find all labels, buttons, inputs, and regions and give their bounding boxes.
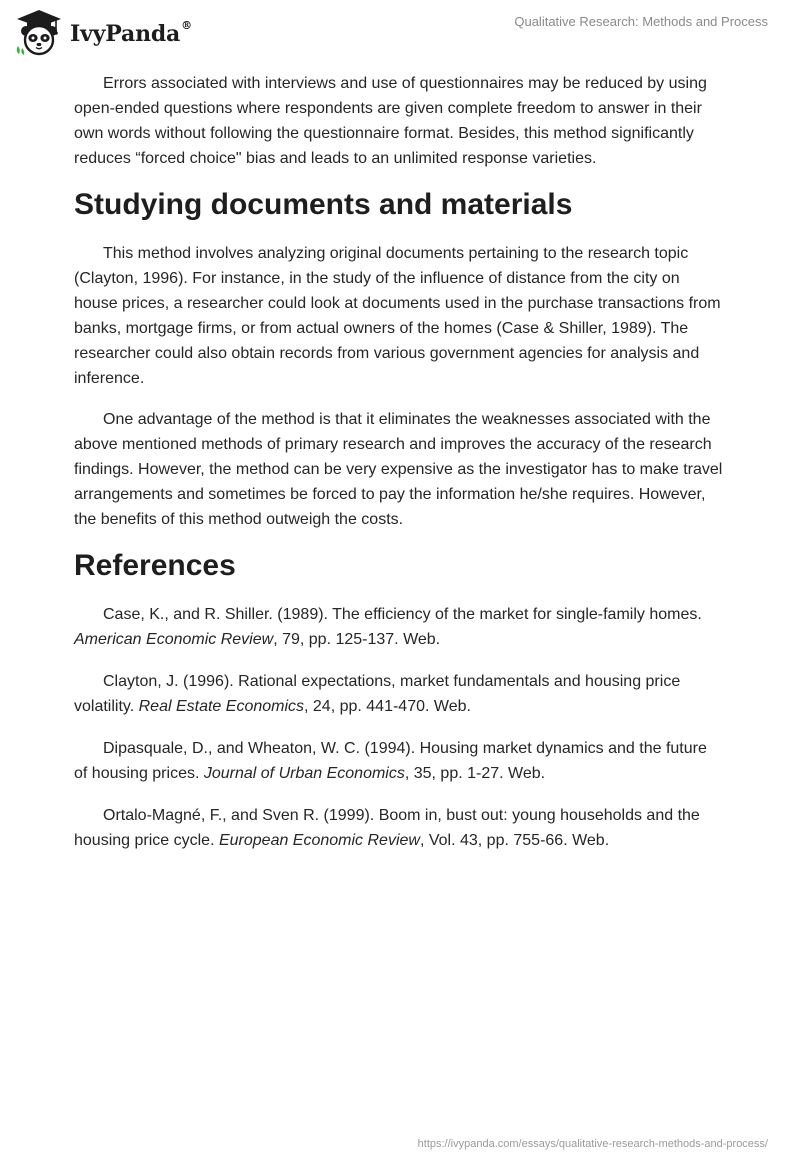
body-paragraph: This method involves analyzing original documents pertaining to the research topic (Clayton, 1996). For instance, in the study of the influence of distance from the city on house prices, a researcher could look at documents used in the purchase transactions from banks, mortgage firms, or from actual owners of the homes (Case & Shiller, 1989). The researcher could also obtain records from various government agencies for analysis and inference. bbox=[74, 245, 721, 387]
journal-title: Journal of Urban Economics bbox=[203, 765, 405, 782]
essay-content bbox=[74, 71, 724, 870]
reference-text: Clayton, J. (1996). Rational expectations, market fundamentals and housing price volatility. bbox=[74, 673, 681, 715]
reference-item bbox=[74, 669, 724, 719]
reference-details: , Vol. 43, pp. 755-66. Web. bbox=[419, 832, 610, 849]
reference-details: , 35, pp. 1-27. Web. bbox=[404, 765, 546, 782]
intro-paragraph: Errors associated with interviews and use of questionnaires may be reduced by using open-ended questions where respondents are given complete freedom to answer in their own words without following the questionnaire format. Besides, this method significantly reduces “forced choice" bias and leads to an unlimited response varieties. bbox=[74, 75, 707, 167]
body-paragraph: One advantage of the method is that it eliminates the weaknesses associated with the above mentioned methods of primary research and improves the accuracy of the research findings. However, the method can be very expensive as the investigator has to make travel arrangements and sometimes be forced to pay the information he/she requires. However, the benefits of this method outweigh the costs. bbox=[74, 411, 723, 528]
brand-name: IvyPanda® bbox=[70, 18, 192, 47]
reference-text: Dipasquale, D., and Wheaton, W. C. (1994). Housing market dynamics and the future of housing prices. bbox=[74, 740, 707, 782]
panda-graduate-icon bbox=[14, 8, 64, 56]
reference-item bbox=[74, 803, 724, 853]
section-heading: Studying documents and materials bbox=[74, 188, 573, 221]
document-title: Qualitative Research: Methods and Process bbox=[514, 14, 768, 29]
journal-title: Real Estate Economics bbox=[138, 698, 305, 715]
ivypanda-logo[interactable] bbox=[14, 8, 192, 56]
journal-title: American Economic Review bbox=[74, 631, 274, 648]
reference-item bbox=[74, 736, 724, 786]
page-header bbox=[0, 0, 800, 60]
source-url-link[interactable]: https://ivypanda.com/essays/qualitative-research-methods-and-process/ bbox=[417, 1138, 768, 1150]
reference-text: Ortalo-Magné, F., and Sven R. (1999). Boom in, bust out: young households and the housing price cycle. bbox=[74, 807, 700, 849]
journal-title: European Economic Review bbox=[218, 832, 420, 849]
reference-details: , 24, pp. 441-470. Web. bbox=[304, 698, 471, 715]
reference-text: Case, K., and R. Shiller. (1989). The efficiency of the market for single-family homes. bbox=[103, 606, 702, 623]
reference-details: , 79, pp. 125-137. Web. bbox=[273, 631, 441, 648]
references-heading: References bbox=[74, 549, 236, 582]
reference-item bbox=[74, 602, 724, 652]
registered-mark: ® bbox=[181, 18, 192, 32]
